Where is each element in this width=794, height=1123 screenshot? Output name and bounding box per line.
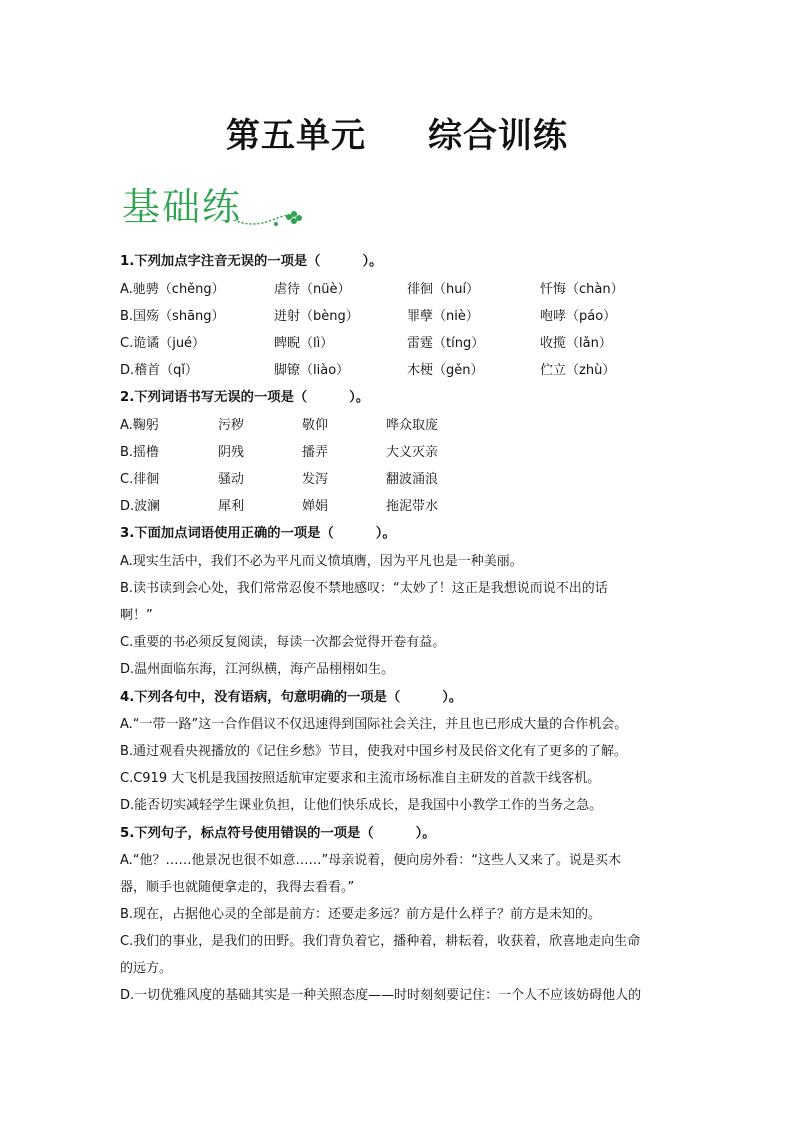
q3-option-b: B.读书读到会心处，我们常常忍俊不禁地感叹：“太妙了！这正是我想说而说不出的话	[120, 581, 608, 596]
q5-option-a-cont: 器，顺手也就随便拿走的，我得去看看。”	[120, 880, 355, 895]
q1-option-a: A.驰骋（chěng）	[120, 282, 225, 297]
q1-option-b-item: 咆哮（páo）	[540, 309, 617, 324]
q1-option-a-item: 忏悔（chàn）	[540, 282, 624, 297]
section-badge-label: 基础练	[122, 185, 243, 229]
q2-option-b: B.摇橹	[120, 445, 160, 460]
q1-option-b-item: 迸射（bèng）	[274, 309, 359, 324]
title-subject: 综合训练	[428, 116, 568, 156]
q2-option-c-item: 发泻	[302, 472, 329, 487]
q2-option-a: A.鞠躬	[120, 418, 159, 433]
q2-option-d-item: 婵娟	[302, 499, 329, 514]
question-5-stem: 5.下列句子，标点符号使用错误的一项是（ ）。	[120, 826, 436, 841]
q1-option-c-item: 雷霆（tíng）	[407, 336, 485, 351]
question-2-stem: 2.下列词语书写无误的一项是（ ）。	[120, 390, 370, 405]
q4-option-d: D.能否切实减轻学生课业负担，让他们快乐成长，是我国中小教学工作的当务之急。	[120, 798, 603, 813]
q2-option-a-item: 哗众取庞	[386, 418, 439, 433]
q2-option-c-item: 骚动	[218, 472, 245, 487]
q2-option-c-item: 翻波涌浪	[386, 472, 439, 487]
q1-option-a-item: 虐待（nüè）	[274, 282, 351, 297]
q1-option-d-item: 脚镣（liào）	[274, 363, 350, 378]
q4-option-c: C.C919 大飞机是我国按照适航审定要求和主流市场标准自主研发的首款干线客机。	[120, 771, 601, 786]
q2-option-d: D.波澜	[120, 499, 161, 514]
q1-option-d: D.稽首（qǐ）	[120, 363, 199, 378]
q4-option-a: A.“一带一路”这一合作倡议不仅迅速得到国际社会关注，并且也已形成大量的合作机会。	[120, 717, 628, 732]
q2-option-d-item: 犀利	[218, 499, 245, 514]
q4-option-b: B.通过观看央视播放的《记住乡愁》节目，使我对中国乡村及民俗文化有了更多的了解。	[120, 744, 628, 759]
q1-option-b-item: 罪孽（niè）	[407, 309, 479, 324]
q2-option-b-item: 播弄	[302, 445, 329, 460]
q2-option-d-item: 拖泥带水	[386, 499, 439, 514]
q3-option-c: C.重要的书必须反复阅读，每读一次都会觉得开卷有益。	[120, 635, 446, 650]
q5-option-c-cont: 的远方。	[120, 961, 173, 976]
q5-option-d: D.一切优雅风度的基础其实是一种关照态度——时时刻刻要记住：一个人不应该妨碍他人的	[120, 988, 642, 1003]
clover-decoration-icon	[232, 206, 302, 230]
page-title	[0, 108, 794, 157]
question-1-stem: 1.下列加点字注音无误的一项是（ ）。	[120, 254, 383, 269]
q1-option-d-item: 伫立（zhù）	[540, 363, 616, 378]
q3-option-a: A.现实生活中，我们不必为平凡而义愤填膺，因为平凡也是一种美丽。	[120, 554, 523, 569]
q2-option-b-item: 阴残	[218, 445, 245, 460]
q3-option-b-cont: 啊！”	[120, 608, 153, 623]
q5-option-a: A.“他？……他景况也很不如意……”母亲说着，便向房外看：“这些人又来了。说是买木	[120, 853, 622, 868]
q2-option-b-item: 大义灭亲	[386, 445, 439, 460]
q1-option-c: C.诡谲（jué）	[120, 336, 206, 351]
q2-option-a-item: 敬仰	[302, 418, 329, 433]
q5-option-b: B.现在，占据他心灵的全部是前方：还要走多远？前方是什么样子？前方是未知的。	[120, 907, 602, 922]
q1-option-d-item: 木梗（gěn）	[407, 363, 484, 378]
q1-option-c-item: 睥睨（lì）	[274, 336, 334, 351]
q1-option-c-item: 收揽（lǎn）	[540, 336, 612, 351]
q5-option-c: C.我们的事业，是我们的田野。我们背负着它，播种着，耕耘着，收获着，欣喜地走向生命	[120, 934, 641, 949]
title-unit: 第五单元	[226, 116, 366, 156]
question-4-stem: 4.下列各句中，没有语病，句意明确的一项是（ ）。	[120, 690, 463, 705]
q1-option-b: B.国殇（shāng）	[120, 309, 225, 324]
q3-option-d: D.温州面临东海，江河纵横，海产品栩栩如生。	[120, 662, 395, 677]
question-3-stem: 3.下面加点词语使用正确的一项是（ ）。	[120, 526, 396, 541]
q1-option-a-item: 徘徊（huí）	[407, 282, 480, 297]
q2-option-a-item: 污秽	[218, 418, 245, 433]
section-badge	[122, 182, 242, 232]
q2-option-c: C.徘徊	[120, 472, 160, 487]
